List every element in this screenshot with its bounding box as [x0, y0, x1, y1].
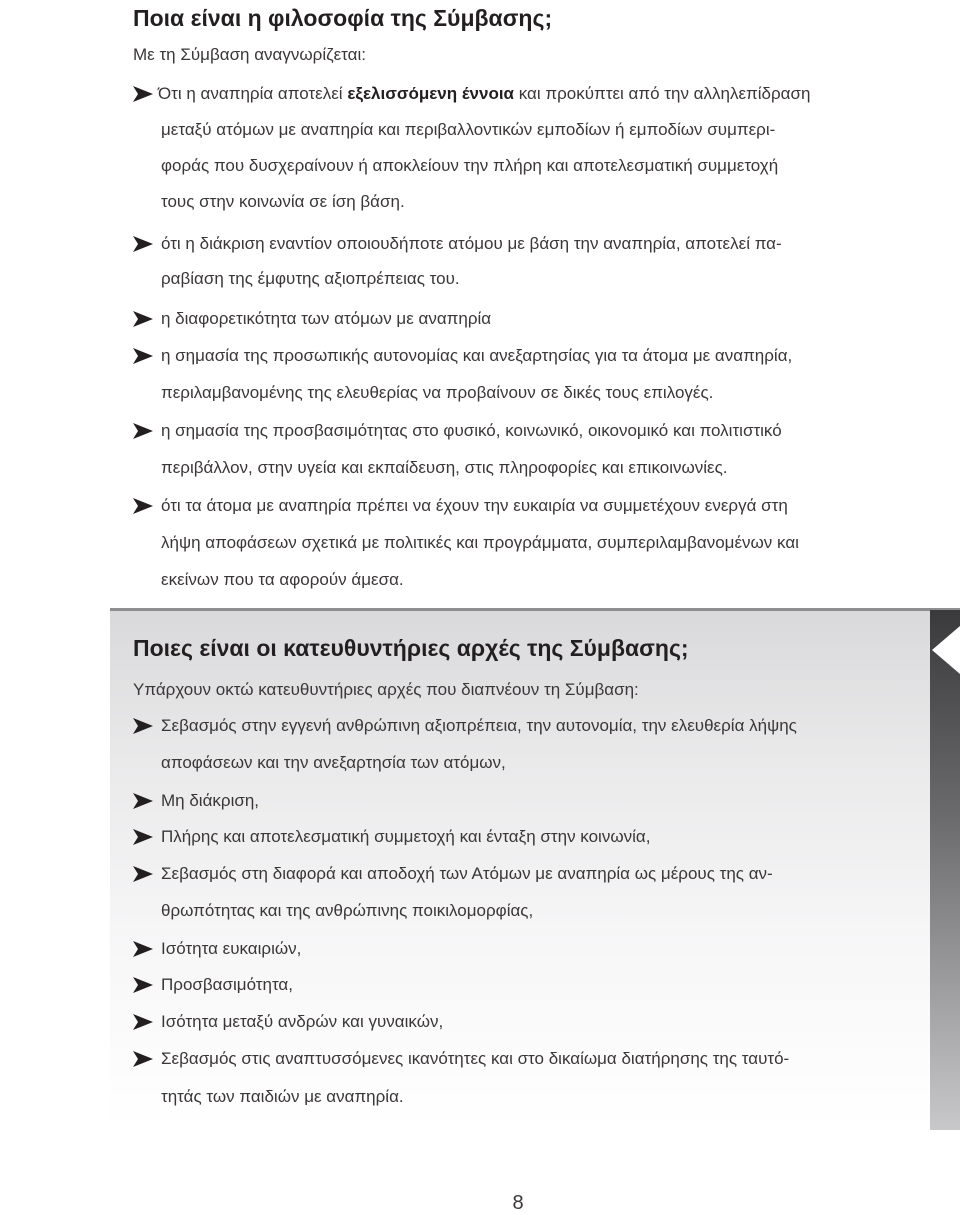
list-item-line: ότι τα άτομα με αναπηρία πρέπει να έχουν την ευκαιρία να συμμετέχουν ενεργά στη: [161, 496, 788, 515]
side-tab-bar: [930, 610, 960, 1130]
list-item-line: περιλαμβανομένης της ελευθερίας να προβαίνουν σε δικές τους επιλογές.: [161, 383, 714, 402]
list-item-line: περιβάλλον, στην υγεία και εκπαίδευση, στις πληροφορίες και επικοινωνίες.: [161, 458, 728, 477]
arrow-bullet-icon: [133, 1051, 153, 1067]
list-item-line: η διαφορετικότητα των ατόμων με αναπηρία: [161, 309, 492, 328]
list-item-line: ότι η διάκριση εναντίον οποιουδήποτε ατόμου με βάση την αναπηρία, αποτελεί πα-: [161, 234, 782, 253]
arrow-bullet-icon: [133, 423, 153, 439]
principles-intro: Υπάρχουν οκτώ κατευθυντήριες αρχές που διαπνέουν τη Σύμβαση:: [133, 680, 639, 699]
side-tab-notch-icon: [928, 626, 960, 674]
list-item-line: τητάς των παιδιών με αναπηρία.: [161, 1087, 404, 1106]
list-item-line: λήψη αποφάσεων σχετικά με πολιτικές και προγράμματα, συμπεριλαμβανομένων και: [161, 533, 799, 552]
arrow-bullet-icon: [133, 236, 153, 252]
panel-top-rule: [110, 608, 960, 611]
list-item-line: Πλήρης και αποτελεσματική συμμετοχή και ένταξη στην κοινωνία,: [161, 827, 651, 846]
list-item-line: θρωπότητας και της ανθρώπινης ποικιλομορφίας,: [161, 901, 534, 920]
arrow-bullet-icon: [133, 829, 153, 845]
list-item-line: η σημασία της προσωπικής αυτονομίας και ανεξαρτησίας για τα άτομα με αναπηρία,: [161, 346, 793, 365]
page-number: 8: [512, 1192, 524, 1214]
list-item-line: Ισότητα ευκαιριών,: [161, 939, 302, 958]
arrow-bullet-icon: [133, 311, 153, 327]
philosophy-intro: Με τη Σύμβαση αναγνωρίζεται:: [133, 45, 366, 64]
list-item-line: Προσβασιμότητα,: [161, 975, 293, 994]
arrow-bullet-icon: [133, 793, 153, 809]
arrow-bullet-icon: [133, 866, 153, 882]
philosophy-heading: Ποια είναι η φιλοσοφία της Σύμβασης;: [133, 5, 553, 31]
arrow-bullet-icon: [133, 348, 153, 364]
list-item-line: τους στην κοινωνία σε ίση βάση.: [161, 192, 405, 211]
arrow-bullet-icon: [133, 941, 153, 957]
list-item-line: Ότι η αναπηρία αποτελεί εξελισσόμενη έννοια και προκύπτει από την αλληλεπίδραση: [158, 84, 811, 103]
list-item-line: φοράς που δυσχεραίνουν ή αποκλείουν την πλήρη και αποτελεσματική συμμετοχή: [161, 156, 779, 175]
list-item-line: εκείνων που τα αφορούν άμεσα.: [161, 570, 404, 589]
list-item-line: Σεβασμός στην εγγενή ανθρώπινη αξιοπρέπεια, την αυτονομία, την ελευθερία λήψης: [161, 716, 797, 735]
list-item-line: Ισότητα μεταξύ ανδρών και γυναικών,: [161, 1012, 444, 1031]
arrow-bullet-icon: [133, 1014, 153, 1030]
list-item-line: αποφάσεων και την ανεξαρτησία των ατόμων,: [161, 753, 506, 772]
list-item-line: ραβίαση της έμφυτης αξιοπρέπειας του.: [161, 269, 460, 288]
list-item-line: Μη διάκριση,: [161, 791, 260, 810]
arrow-bullet-icon: [133, 498, 153, 514]
list-item-line: η σημασία της προσβασιμότητας στο φυσικό, κοινωνικό, οικονομικό και πολιτιστικό: [161, 421, 782, 440]
list-item-line: Σεβασμός στις αναπτυσσόμενες ικανότητες και στο δικαίωμα διατήρησης της ταυτό-: [161, 1049, 790, 1068]
principles-heading: Ποιες είναι οι κατευθυντήριες αρχές της Σύμβασης;: [133, 635, 689, 661]
arrow-bullet-icon: [133, 977, 153, 993]
arrow-bullet-icon: [133, 86, 153, 102]
emphasis-text: εξελισσόμενη έννοια: [347, 84, 515, 103]
list-item-line: μεταξύ ατόμων με αναπηρία και περιβαλλοντικών εμποδίων ή εμποδίων συμπερι-: [161, 120, 776, 139]
arrow-bullet-icon: [133, 718, 153, 734]
list-item-line: Σεβασμός στη διαφορά και αποδοχή των Ατόμων με αναπηρία ως μέρους της αν-: [161, 864, 773, 883]
